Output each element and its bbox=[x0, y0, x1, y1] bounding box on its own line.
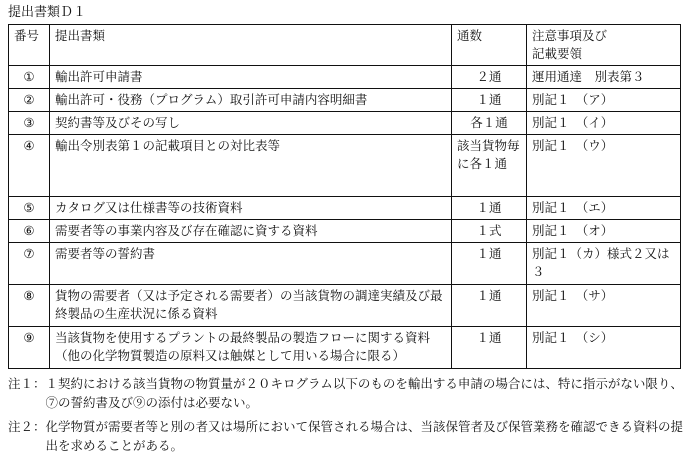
row-note: 運用通達 別表第３ bbox=[527, 66, 681, 89]
footnotes bbox=[8, 374, 684, 455]
header-notes bbox=[527, 25, 681, 66]
row-note: 別記１（カ）様式２又は３ bbox=[527, 243, 681, 285]
table-row bbox=[9, 285, 681, 327]
row-document: 輸出許可申請書 bbox=[50, 66, 452, 89]
row-number: ⑨ bbox=[9, 327, 50, 369]
table-row bbox=[9, 89, 681, 112]
table-caption: 提出書類Ｄ１ bbox=[8, 5, 87, 20]
footnote-text: １契約における該当貨物の物質量が２０キログラム以下のものを輸出する申請の場合には、特に指示がない限り、⑦の誓約書及び⑨の添付は必要ない。 bbox=[45, 376, 683, 410]
header-count: 通数 bbox=[452, 25, 527, 66]
footnote-text: 化学物質が需要者等と別の者又は場所において保管される場合は、当該保管者及び保管業務を確認できる資料の提出を求めることがある。 bbox=[45, 419, 684, 453]
table-row bbox=[9, 327, 681, 369]
footnote-label: 注２： bbox=[8, 419, 46, 434]
footnote-label: 注１： bbox=[8, 376, 46, 391]
row-count: １通 bbox=[452, 327, 527, 369]
row-number: ① bbox=[9, 66, 50, 89]
row-document: 貨物の需要者（又は予定される需要者）の当該貨物の調達実績及び最終製品の生産状況に係る資料 bbox=[50, 285, 452, 327]
row-count: 各１通 bbox=[452, 112, 527, 135]
table-row bbox=[9, 66, 681, 89]
row-number: ③ bbox=[9, 112, 50, 135]
row-count: １式 bbox=[452, 220, 527, 243]
row-document: 当該貨物を使用するプラントの最終製品の製造フローに関する資料（他の化学物質製造の原料又は触媒として用いる場合に限る） bbox=[50, 327, 452, 369]
table-row bbox=[9, 220, 681, 243]
row-count: １通 bbox=[452, 285, 527, 327]
row-document: 需要者等の誓約書 bbox=[50, 243, 452, 285]
row-count: ２通 bbox=[452, 66, 527, 89]
row-number: ④ bbox=[9, 135, 50, 197]
row-note: 別記１ （イ） bbox=[527, 112, 681, 135]
row-number: ⑧ bbox=[9, 285, 50, 327]
table-row bbox=[9, 135, 681, 197]
footnote-2 bbox=[8, 417, 684, 455]
row-number: ⑥ bbox=[9, 220, 50, 243]
submission-documents-table bbox=[8, 24, 681, 369]
row-note: 別記１ （シ） bbox=[527, 327, 681, 369]
row-count: １通 bbox=[452, 89, 527, 112]
footnote-1 bbox=[8, 374, 684, 412]
row-count: １通 bbox=[452, 243, 527, 285]
row-count: 該当貨物毎に各１通 bbox=[452, 135, 527, 197]
table-row bbox=[9, 243, 681, 285]
header-notes-line2: 記載要領 bbox=[532, 46, 583, 61]
table-header-row bbox=[9, 25, 681, 66]
row-note: 別記１ （オ） bbox=[527, 220, 681, 243]
row-document: 需要者等の事業内容及び存在確認に資する資料 bbox=[50, 220, 452, 243]
row-note: 別記１ （サ） bbox=[527, 285, 681, 327]
row-note: 別記１ （エ） bbox=[527, 197, 681, 220]
row-note: 別記１ （ウ） bbox=[527, 135, 681, 197]
row-number: ② bbox=[9, 89, 50, 112]
row-document: 輸出令別表第１の記載項目との対比表等 bbox=[50, 135, 452, 197]
header-number: 番号 bbox=[9, 25, 50, 66]
row-number: ⑤ bbox=[9, 197, 50, 220]
header-notes-line1: 注意事項及び bbox=[532, 28, 608, 43]
row-document: カタログ又は仕様書等の技術資料 bbox=[50, 197, 452, 220]
header-documents: 提出書類 bbox=[50, 25, 452, 66]
row-note: 別記１ （ア） bbox=[527, 89, 681, 112]
row-count: １通 bbox=[452, 197, 527, 220]
row-document: 契約書等及びその写し bbox=[50, 112, 452, 135]
table-row bbox=[9, 112, 681, 135]
table-row bbox=[9, 197, 681, 220]
row-number: ⑦ bbox=[9, 243, 50, 285]
row-document: 輸出許可・役務（プログラム）取引許可申請内容明細書 bbox=[50, 89, 452, 112]
